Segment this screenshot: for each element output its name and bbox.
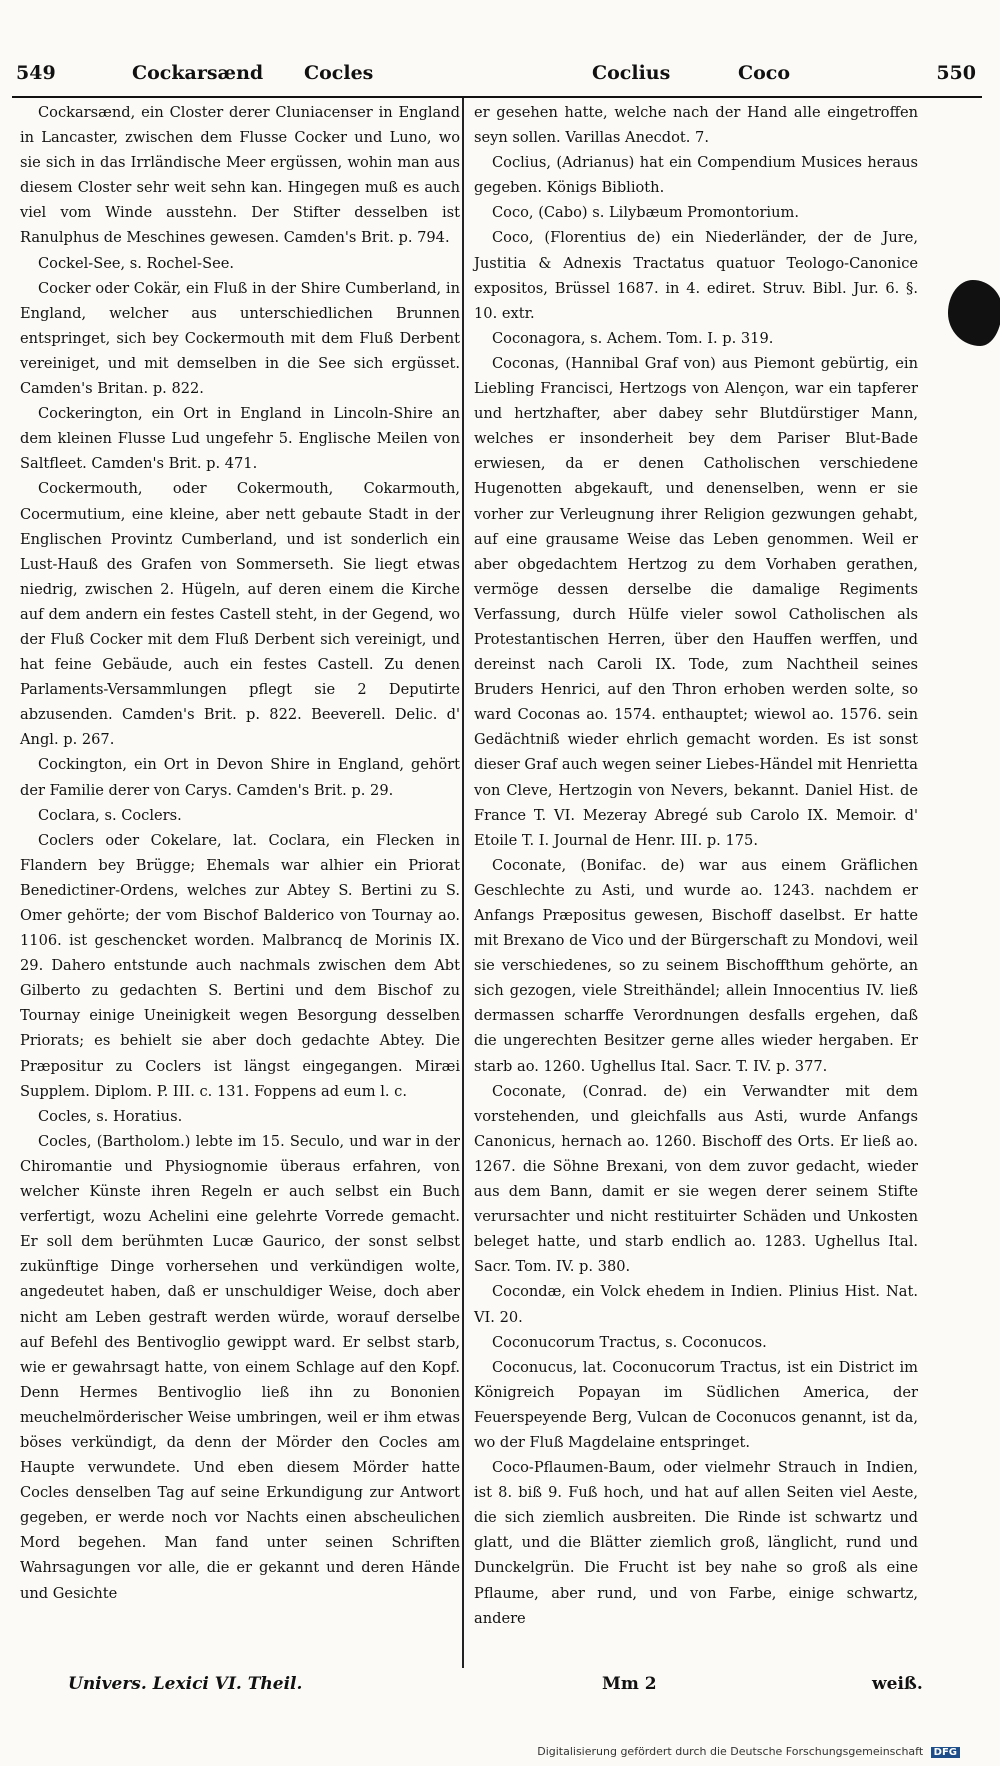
entry-cocker: Cocker oder Cokär, ein Fluß in der Shire Cumberland, in England, welcher aus unterschiedlichen Brunnen entspringet, sich bey Cockermouth mit dem Fluß Derbent vereiniget, und mit demselben in die See sich ergüsset. Camden's Britan. p. 822.: [20, 279, 460, 398]
entry-coconucorum: Coconucorum Tractus, s. Coconucos.: [492, 1333, 767, 1351]
keyword-right-1: Coclius: [592, 62, 671, 84]
header-rule: [12, 96, 982, 98]
column-divider: [462, 98, 464, 1668]
ink-blot: [948, 280, 1000, 346]
right-column: [474, 100, 918, 1631]
running-header: [12, 52, 982, 98]
entry-coconagora: Coconagora, s. Achem. Tom. I. p. 319.: [492, 329, 774, 347]
entry-cockarsaend: Cockarsænd, ein Closter derer Cluniacenser in England in Lancaster, zwischen dem Flusse Cocker und Luno, wo sie sich in das Irrländische Meer ergüssen, wohin man aus diesem Closter sehr weit sehn kan. Hingegen muß es auch viel vom Winde ausstehn. Der Stifter desselben ist Ranulphus de Meschines gewesen. Camden's Brit. p. 794.: [20, 104, 460, 247]
entry-coconas: Coconas, (Hannibal Graf von) aus Piemont gebürtig, ein Liebling Francisci, Hertzogs von Alençon, war ein tapferer und hertzhafter, aber dabey sehr Blutdürstiger Mann, welches er insonderheit bey dem Pariser Blut-Bade erwiesen, da er denen Catholischen verschiedene Hugenotten abgekauft, und denenselben, wenn er sie vorher zur Verleugnung ihrer Religion gezwungen gehabt, auf eine grausame Weise das Leben genommen. Weil er aber obgedachtem Hertzog zu dem Vorhaben gerathen, vermöge dessen derselbe die damalige Regiments Verfassung, durch Hülfe vieler sowol Catholischen als Protestantischen Herren, über den Hauffen werffen, und dereinst nach Caroli IX. Tode, zum Nachtheil seines Bruders Henrici, auf den Thron erhoben werden solte, so ward Coconas ao. 1574. enthauptet; wiewol ao. 1576. sein Gedächtniß wieder ehrlich gemacht worden. Es ist sonst dieser Graf auch wegen seiner Liebes-Händel mit Henrietta von Cleve, Hertzogin von Nevers, bekannt. Daniel Hist. de France T. VI. Mezeray Abregé sub Carolo IX. Memoir. d' Etoile T. I. Journal de Henr. III. p. 175.: [474, 354, 918, 849]
entry-cockington: Cockington, ein Ort in Devon Shire in England, gehört der Familie derer von Carys. Camden's Brit. p. 29.: [20, 756, 460, 799]
dfg-logo: DFG: [931, 1747, 960, 1758]
entry-coconate-bonifac: Coconate, (Bonifac. de) war aus einem Gräflichen Geschlechte zu Asti, und wurde ao. 1243. nachdem er Anfangs Præpositus gewesen, Bischoff daselbst. Er hatte mit Brexano de Vico und der Bürgerschaft zu Mondovi, weil sie verschiedenes, so zu seinem Bischoffthum gehörte, an sich gezogen, viele Streithändel; allein Innocentius IV. ließ dermassen scharffe Verordnungen desfalls ergehen, daß die ungerechten Besitzer gerne alles wieder hergaben. Er starb ao. 1260. Ughellus Ital. Sacr. T. IV. p. 377.: [474, 856, 918, 1075]
left-column: [20, 100, 460, 1606]
entry-coco-florentius: Coco, (Florentius de) ein Niederländer, der de Jure, Justitia & Adnexis Tractatus quatuor Teologo-Canonice expositos, Brüssel 1687. in 4. ediret. Struv. Bibl. Jur. 6. §. 10. extr.: [474, 229, 918, 322]
page-number-left: 549: [16, 62, 56, 84]
entry-cocles-bartholom: Cocles, (Bartholom.) lebte im 15. Seculo, und war in der Chiromantie und Physiognomie überaus erfahren, von welcher Künste ihren Regeln er auch selbst ein Buch verfertigt, wozu Achelini eine gelehrte Vorrede gemacht. Er soll dem berühmten Lucæ Gaurico, der sonst selbst zukünftige Dinge vorhersehen und verkündigen wolte, angedeutet haben, daß er unschuldiger Weise, doch aber nicht am Leben gestraft werden würde, worauf derselbe auf Befehl des Bentivoglio gewippt ward. Er selbst starb, wie er gewahrsagt hatte, von einem Schlage auf den Kopf. Denn Hermes Bentivoglio ließ ihn zu Bononien meuchelmörderischer Weise umbringen, weil er ihm etwas böses verkündigt, da denn der Mörder den Cocles am Haupte verwundete. Und eben diesem Mörder hatte Cocles denselben Tag auf seine Erkundigung zur Antwort gegeben, er werde noch vor Nachts einen abscheulichen Mord begehen. Man fand unter seinen Schriften Wahrsagungen vor alle, die er gekannt und deren Hände und Gesichte: [20, 1132, 460, 1602]
entry-coconucus: Coconucus, lat. Coconucorum Tractus, ist ein District im Königreich Popayan im Südlichen America, der Feuerspeyende Berg, Vulcan de Coconucos genannt, ist da, wo der Fluß Magdelaine entspringet.: [474, 1358, 918, 1451]
credit-text: Digitalisierung gefördert durch die Deutsche Forschungsgemeinschaft: [537, 1745, 924, 1758]
entry-cocles-horatius: Cocles, s. Horatius.: [38, 1107, 183, 1125]
entry-cockerington: Cockerington, ein Ort in England in Lincoln-Shire an dem kleinen Flusse Lud ungefehr 5. Englische Meilen von Saltfleet. Camden's Brit. p. 471.: [20, 405, 460, 473]
entry-cockermouth: Cockermouth, oder Cokermouth, Cokarmouth, Cocermutium, eine kleine, aber nett gebaute Stadt in der Englischen Provintz Cumberland, und ist sonderlich ein Lust-Hauß des Grafen von Sommerseth. Sie liegt etwas niedrig, zwischen 2. Hügeln, auf deren einem die Kirche auf dem andern ein festes Castell steht, in der Gegend, wo der Fluß Cocker mit dem Fluß Derbent sich vereinigt, und hat feine Gebäude, auch ein festes Castell. Zu denen Parlaments-Versammlungen pflegt sie 2 Deputirte abzusenden. Camden's Brit. p. 822. Beeverell. Delic. d' Angl. p. 267.: [20, 480, 460, 749]
entry-coco-cabo: Coco, (Cabo) s. Lilybæum Promontorium.: [492, 204, 799, 222]
entry-coclius: Coclius, (Adrianus) hat ein Compendium Musices heraus gegeben. Königs Biblioth.: [474, 154, 918, 197]
catchword: weiß.: [872, 1674, 923, 1694]
entry-continuation: er gesehen hatte, welche nach der Hand alle eingetroffen seyn sollen. Varillas Anecdot. 7.: [474, 104, 918, 147]
page-footer: [0, 1670, 1000, 1710]
keyword-right-2: Coco: [738, 62, 791, 84]
sheet-mark: Mm 2: [602, 1674, 657, 1694]
entry-cocondae: Cocondæ, ein Volck ehedem in Indien. Plinius Hist. Nat. VI. 20.: [474, 1283, 918, 1326]
entry-coconate-conrad: Coconate, (Conrad. de) ein Verwandter mit dem vorstehenden, und gleichfalls aus Asti, wurde Anfangs Canonicus, hernach ao. 1260. Bischoff des Orts. Er ließ ao. 1267. die Söhne Brexani, von dem zuvor gedacht, wieder aus dem Bann, damit er sie wegen derer seinem Stifte verursachter und nicht restituirter Schäden und Unkosten beleget hatte, und starb endlich ao. 1283. Ughellus Ital. Sacr. Tom. IV. p. 380.: [474, 1082, 918, 1276]
keyword-left-1: Cockarsænd: [132, 62, 264, 84]
page-number-right: 550: [936, 62, 976, 84]
entry-cockel-see: Cockel-See, s. Rochel-See.: [38, 254, 235, 272]
entry-coclara: Coclara, s. Coclers.: [38, 806, 182, 824]
entry-coco-pflaumen-baum: Coco-Pflaumen-Baum, oder vielmehr Strauch in Indien, ist 8. biß 9. Fuß hoch, und hat auf allen Seiten viel Aeste, die sich ziemlich ausbreiten. Die Rinde ist schwartz und glatt, und die Blätter ziemlich groß, länglicht, rund und Dunckelgrün. Die Frucht ist bey nahe so groß als eine Pflaume, aber rund, und von Farbe, einige schwartz, andere: [474, 1459, 918, 1627]
entry-coclers: Coclers oder Cokelare, lat. Coclara, ein Flecken in Flandern bey Brügge; Ehemals war alhier ein Priorat Benedictiner-Ordens, welches zur Abtey S. Bertini zu S. Omer gehörte; der vom Bischof Balderico von Tournay ao. 1106. ist geschencket worden. Malbrancq de Morinis IX. 29. Dahero entstunde auch nachmals zwischen dem Abt Gilberto zu gedachten S. Bertini und dem Bischof zu Tournay einige Uneinigkeit wegen Besorgung desselben Priorats; es behielt sie aber doch gedachte Abtey. Die Præpositur zu Coclers ist längst eingegangen. Miræi Supplem. Diplom. P. III. c. 131. Foppens ad eum l. c.: [20, 831, 460, 1100]
keyword-left-2: Cocles: [304, 62, 374, 84]
volume-signature: Univers. Lexici VI. Theil.: [68, 1674, 303, 1694]
digitization-credit: [537, 1745, 960, 1758]
